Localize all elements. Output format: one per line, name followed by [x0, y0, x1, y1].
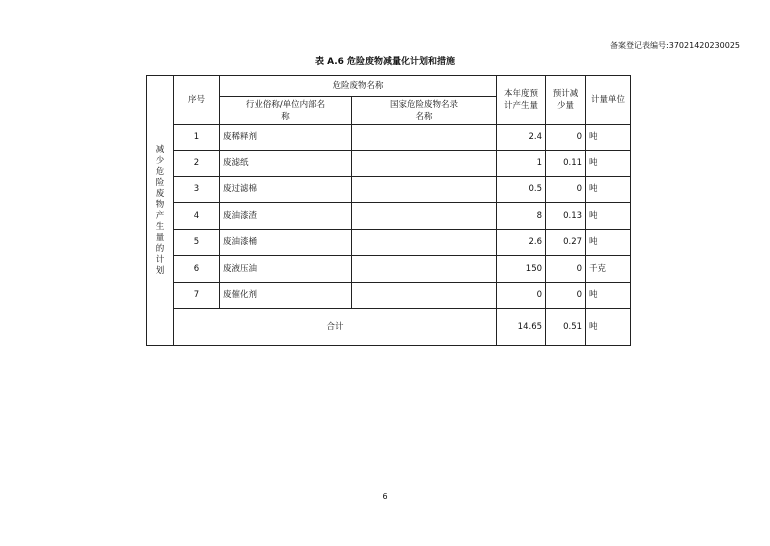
row-national-name	[352, 230, 497, 256]
row-output: 2.4	[497, 125, 546, 151]
row-reduction: 0	[546, 256, 586, 283]
row-name: 废滤纸	[220, 151, 352, 177]
table-title: 表 A.6 危险废物减量化计划和措施	[314, 57, 456, 67]
row-national-name	[352, 203, 497, 230]
row-seq: 6	[174, 256, 220, 283]
row-reduction: 0.27	[546, 230, 586, 256]
total-output: 14.65	[497, 309, 546, 346]
table-row	[147, 283, 631, 309]
row-output: 0.5	[497, 177, 546, 203]
row-output: 150	[497, 256, 546, 283]
total-label: 合计	[174, 309, 497, 346]
table-row	[147, 125, 631, 151]
table-row	[147, 177, 631, 203]
row-reduction: 0	[546, 125, 586, 151]
row-seq: 3	[174, 177, 220, 203]
header-waste-name: 危险废物名称	[220, 76, 497, 97]
header-unit: 计量单位	[586, 76, 631, 125]
row-national-name	[352, 177, 497, 203]
row-unit: 吨	[586, 177, 631, 203]
row-name: 废油漆渣	[220, 203, 352, 230]
row-unit: 吨	[586, 125, 631, 151]
row-unit: 吨	[586, 283, 631, 309]
row-name: 废液压油	[220, 256, 352, 283]
header-seq: 序号	[174, 76, 220, 125]
header-annual-output: 本年度预计产生量	[497, 76, 546, 125]
row-reduction: 0	[546, 177, 586, 203]
row-unit: 吨	[586, 151, 631, 177]
row-reduction: 0.11	[546, 151, 586, 177]
row-output: 2.6	[497, 230, 546, 256]
row-seq: 5	[174, 230, 220, 256]
row-national-name	[352, 256, 497, 283]
row-unit: 吨	[586, 230, 631, 256]
row-unit: 吨	[586, 203, 631, 230]
row-seq: 4	[174, 203, 220, 230]
row-name: 废油漆桶	[220, 230, 352, 256]
header-planned-reduction: 预计减少量	[546, 76, 586, 125]
row-national-name	[352, 151, 497, 177]
side-label-cell	[147, 76, 174, 346]
row-output: 1	[497, 151, 546, 177]
row-output: 8	[497, 203, 546, 230]
row-reduction: 0	[546, 283, 586, 309]
header-industry-name	[220, 97, 352, 125]
header-industry-name-text: 行业俗称/单位内部名称	[245, 99, 326, 122]
header-national-name-text: 国家危险废物名录名称	[390, 99, 459, 122]
header-national-name	[352, 97, 497, 125]
row-seq: 7	[174, 283, 220, 309]
table-row	[147, 256, 631, 283]
filing-number: 备案登记表编号:37021420230025	[610, 41, 740, 50]
row-unit: 千克	[586, 256, 631, 283]
row-seq: 2	[174, 151, 220, 177]
total-reduction: 0.51	[546, 309, 586, 346]
total-row	[147, 309, 631, 346]
row-national-name	[352, 283, 497, 309]
page-number: 6	[382, 492, 388, 501]
row-reduction: 0.13	[546, 203, 586, 230]
row-name: 废过滤棉	[220, 177, 352, 203]
side-label: 减少危险废物产生量的计划	[155, 144, 165, 276]
table-row	[147, 151, 631, 177]
table-row	[147, 230, 631, 256]
row-national-name	[352, 125, 497, 151]
row-name: 废稀释剂	[220, 125, 352, 151]
row-name: 废催化剂	[220, 283, 352, 309]
row-seq: 1	[174, 125, 220, 151]
total-unit: 吨	[586, 309, 631, 346]
row-output: 0	[497, 283, 546, 309]
table-row	[147, 203, 631, 230]
waste-reduction-table	[146, 75, 631, 346]
